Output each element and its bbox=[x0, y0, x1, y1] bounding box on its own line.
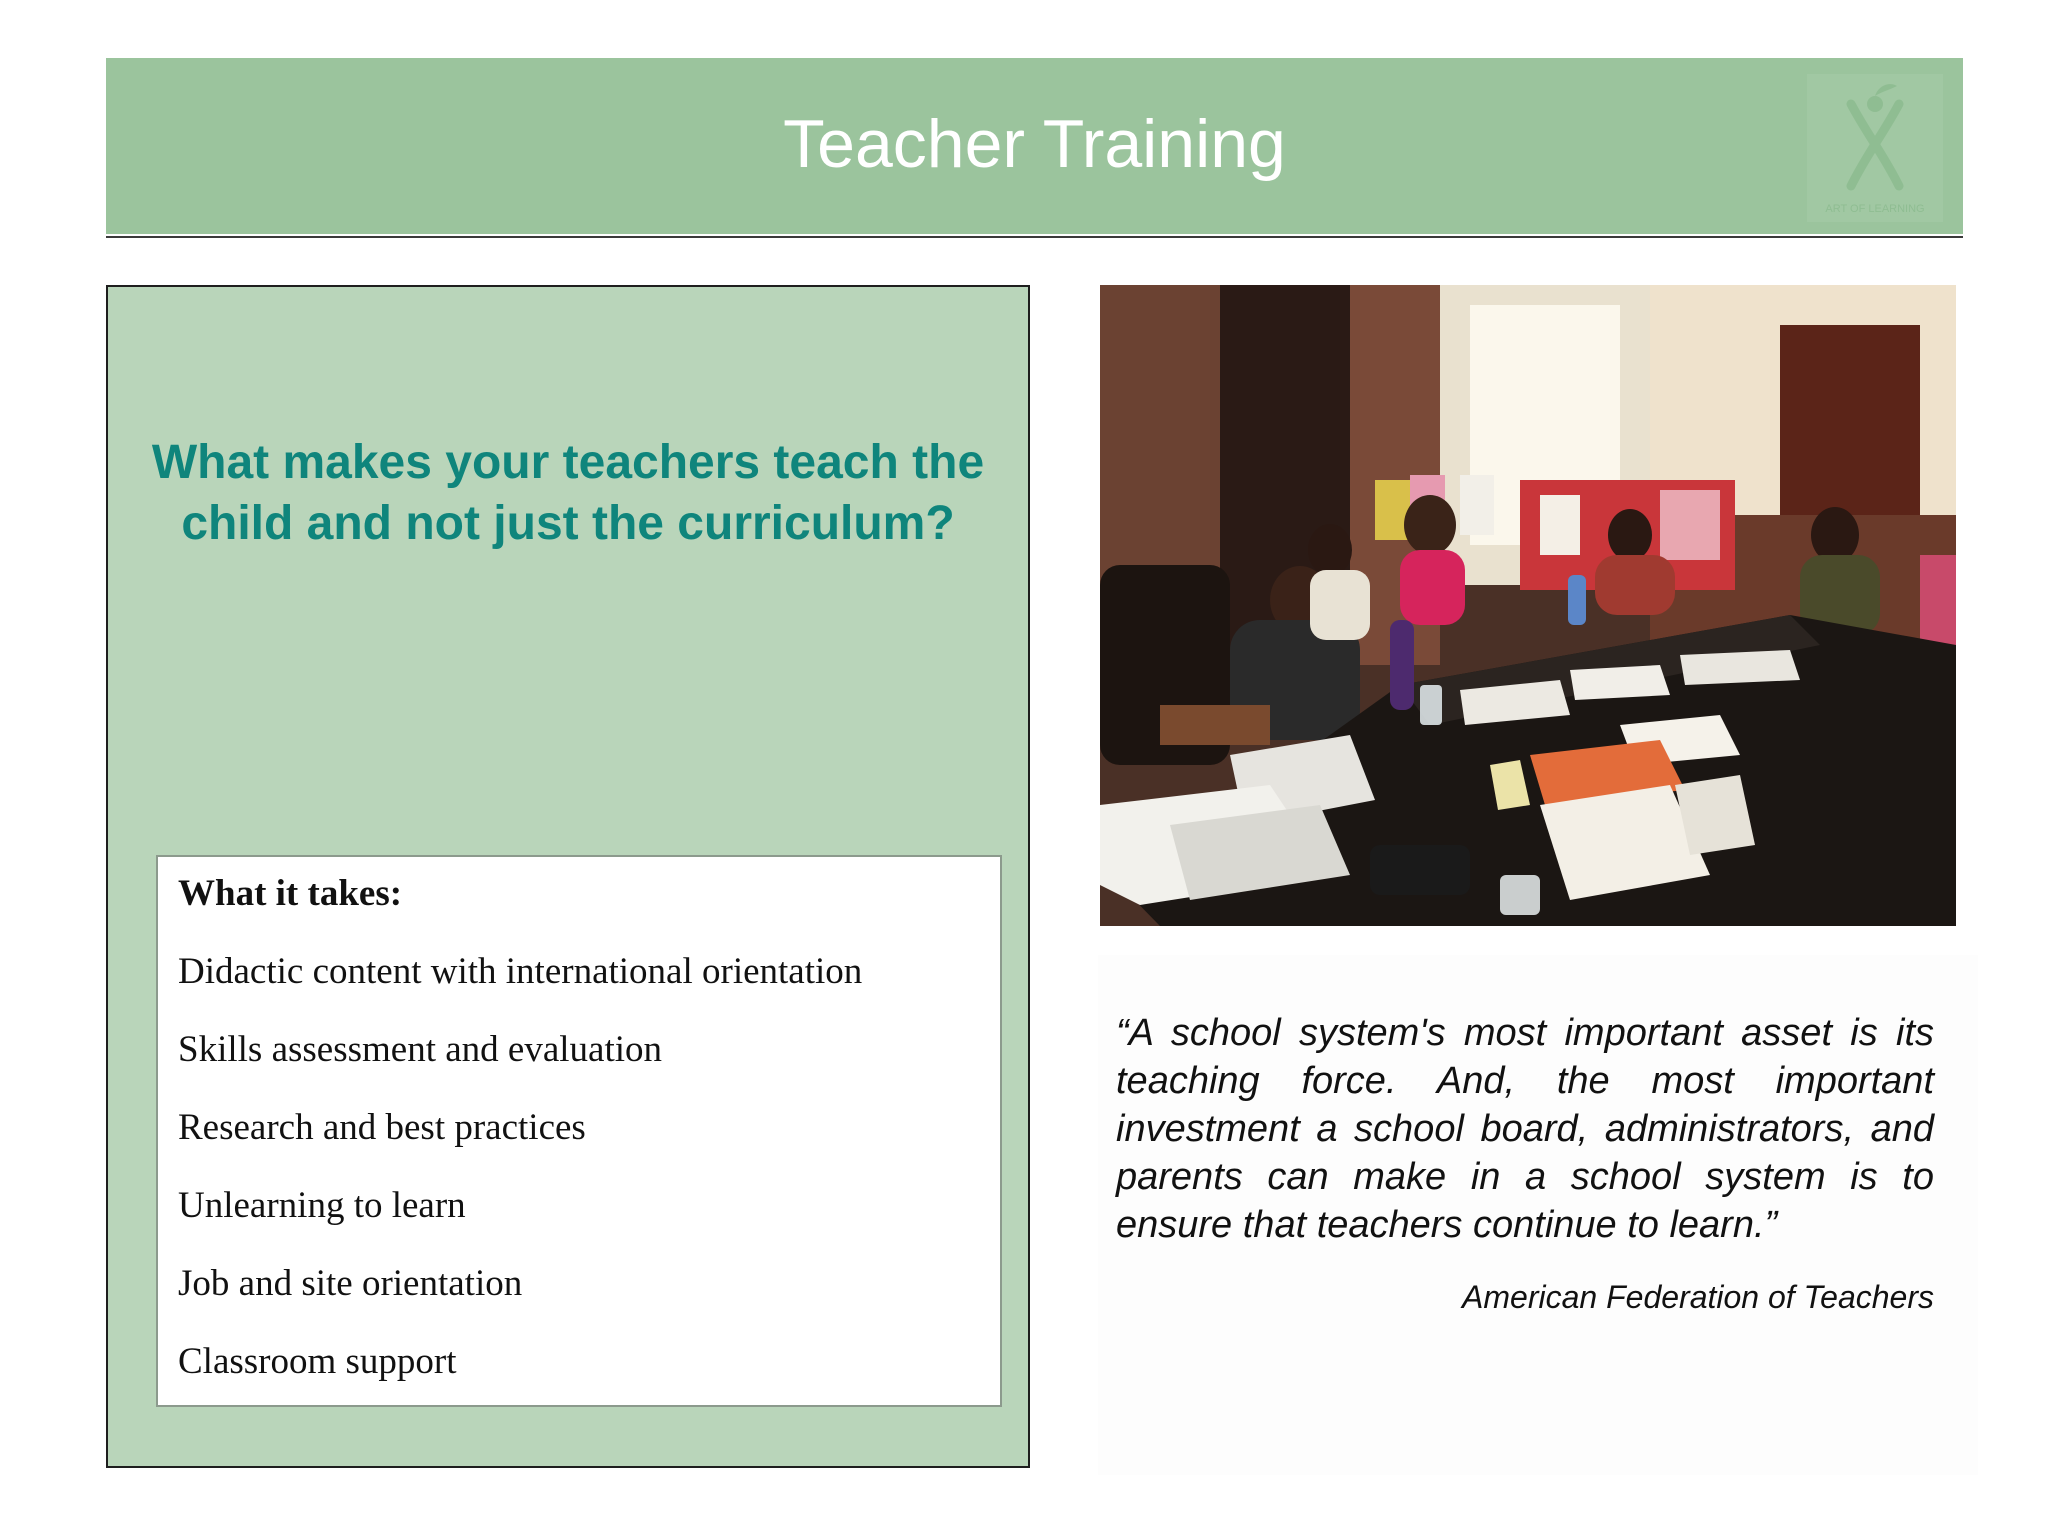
list-item: Unlearning to learn bbox=[178, 1185, 466, 1226]
quote-text: “A school system's most important asset is its teaching force. And, the most important investment a school board, administrators, and parents can make in a school system is to ensure that teachers continue to learn.” bbox=[1116, 1012, 1934, 1246]
left-panel bbox=[106, 285, 1030, 1468]
classroom-training-photo bbox=[1100, 285, 1956, 926]
list-item: Job and site orientation bbox=[178, 1263, 523, 1304]
header-divider bbox=[106, 236, 1963, 238]
logo-text bbox=[1825, 203, 1924, 215]
photo-illustration bbox=[1100, 285, 1956, 926]
header-banner bbox=[106, 58, 1963, 234]
what-it-takes-list bbox=[178, 951, 980, 1383]
art-of-learning-logo-icon bbox=[1807, 74, 1943, 222]
list-item: Research and best practices bbox=[178, 1107, 586, 1148]
quote-section bbox=[1098, 955, 1978, 1475]
list-item: Classroom support bbox=[178, 1341, 457, 1382]
list-item: Didactic content with international orientation bbox=[178, 951, 863, 992]
what-it-takes-box bbox=[156, 855, 1002, 1407]
what-it-takes-heading: What it takes: bbox=[178, 873, 403, 914]
page-title: Teacher Training bbox=[783, 106, 1286, 182]
list-item: Skills assessment and evaluation bbox=[178, 1029, 663, 1070]
question-heading: What makes your teachers teach the child and not just the curriculum? bbox=[151, 436, 985, 550]
quote-attribution: American Federation of Teachers bbox=[1462, 1279, 1934, 1315]
svg-text:ART OF LEARNING: ART OF LEARNING bbox=[1825, 203, 1925, 215]
